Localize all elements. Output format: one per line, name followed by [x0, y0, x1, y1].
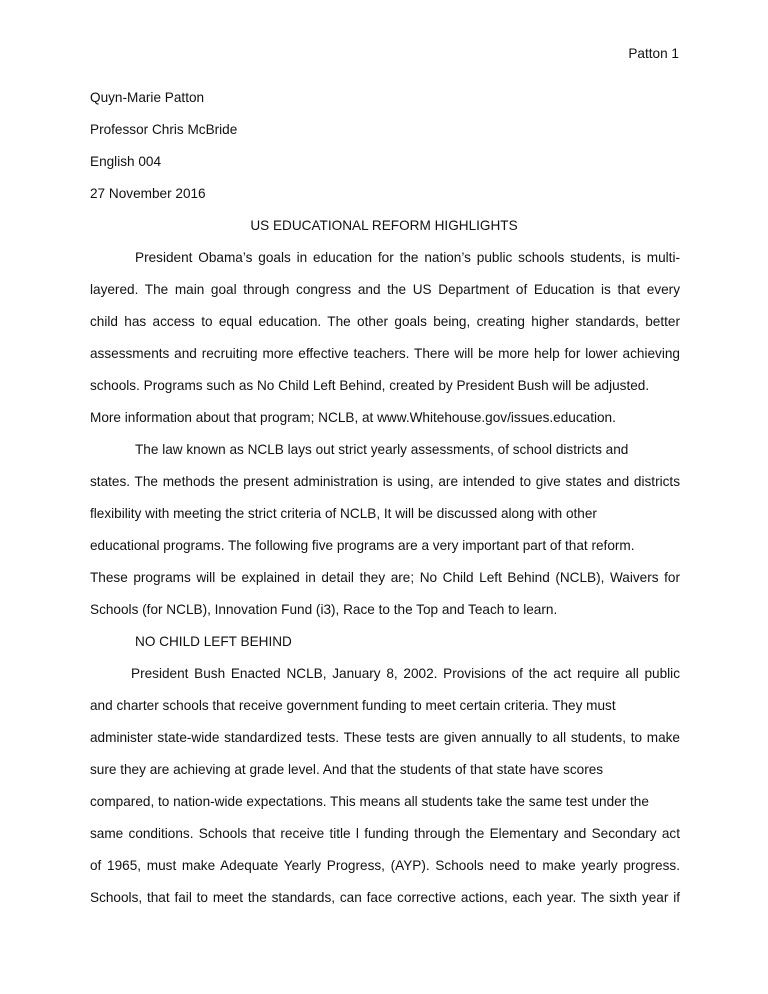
body-line: layered. The main goal through congress and the US Department of Education is that every	[90, 282, 680, 297]
section-heading: NO CHILD LEFT BEHIND	[135, 634, 292, 649]
body-line: child has access to equal education. The other goals being, creating higher standards, better	[90, 314, 680, 329]
body-line: assessments and recruiting more effective teachers. There will be more help for lower achieving	[90, 346, 680, 361]
course-name: English 004	[90, 154, 162, 169]
body-line: flexibility with meeting the strict criteria of NCLB, It will be discussed along with other	[90, 506, 597, 521]
body-line: sure they are achieving at grade level. And that the students of that state have scores	[90, 762, 604, 777]
body-line: of 1965, must make Adequate Yearly Progress, (AYP). Schools need to make yearly progress.	[90, 858, 680, 873]
body-line: President Obama’s goals in education for the nation’s public schools students, is multi-	[135, 250, 680, 265]
body-line: President Bush Enacted NCLB, January 8, 2002. Provisions of the act require all public	[131, 666, 680, 681]
mla-heading	[90, 90, 237, 218]
body-line: The law known as NCLB lays out strict yearly assessments, of school districts and	[135, 442, 629, 457]
running-head: Patton 1	[628, 46, 679, 61]
body-line: Schools, that fail to meet the standards, can face corrective actions, each year. The sixth year if	[90, 890, 680, 905]
paper-body	[90, 250, 680, 922]
body-line: and charter schools that receive government funding to meet certain criteria. They must	[90, 698, 616, 713]
body-line: educational programs. The following five programs are a very important part of that reform.	[90, 538, 635, 553]
student-name: Quyn-Marie Patton	[90, 90, 205, 105]
paper-date: 27 November 2016	[90, 186, 206, 201]
body-line: administer state-wide standardized tests. These tests are given annually to all students, to make	[90, 730, 680, 745]
body-line: More information about that program; NCLB, at www.Whitehouse.gov/issues.education.	[90, 410, 616, 425]
body-line: states. The methods the present administration is using, are intended to give states and districts	[90, 474, 680, 489]
body-line: schools. Programs such as No Child Left Behind, created by President Bush will be adjusted.	[90, 378, 650, 393]
body-line: These programs will be explained in detail they are; No Child Left Behind (NCLB), Waivers for	[90, 570, 680, 585]
body-line: same conditions. Schools that receive title l funding through the Elementary and Secondary act	[90, 826, 680, 841]
body-line: Schools (for NCLB), Innovation Fund (i3), Race to the Top and Teach to learn.	[90, 602, 558, 617]
professor-name: Professor Chris McBride	[90, 122, 238, 137]
paper-title: US EDUCATIONAL REFORM HIGHLIGHTS	[250, 218, 518, 233]
body-line: compared, to nation-wide expectations. This means all students take the same test under the	[90, 794, 649, 809]
